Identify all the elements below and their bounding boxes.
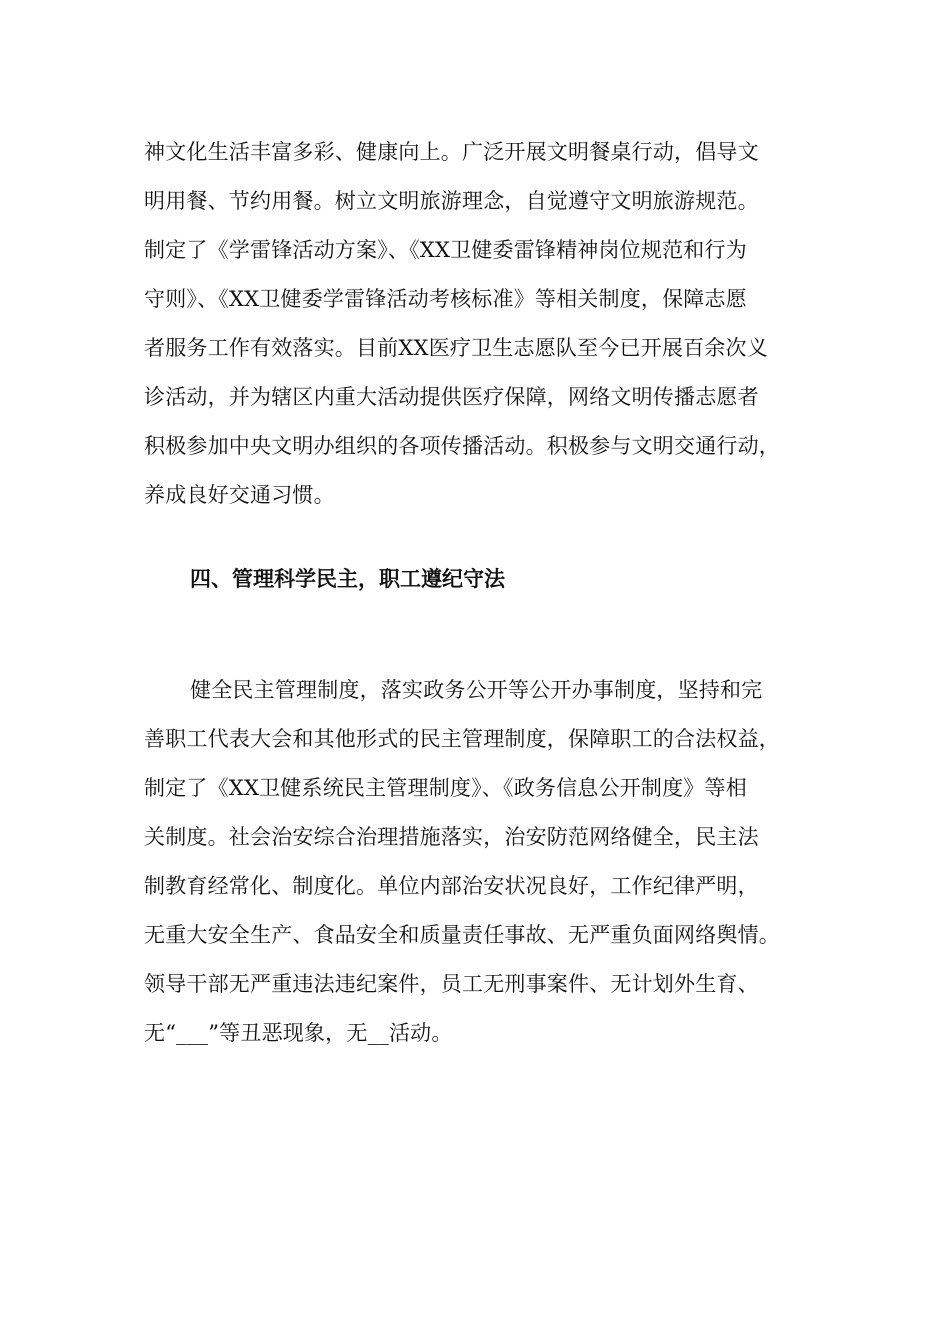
paragraph-line: 者服务工作有效落实。目前XX医疗卫生志愿队至今已开展百余次义 xyxy=(144,336,768,360)
paragraph-line: 制教育经常化、制度化。单位内部治安状况良好，工作纪律严明， xyxy=(144,874,759,898)
paragraph-line: 善职工代表大会和其他形式的民主管理制度，保障职工的合法权益， xyxy=(144,727,780,751)
paragraph-culture-volunteer xyxy=(144,128,834,520)
paragraph-line: 神文化生活丰富多彩、健康向上。广泛开展文明餐桌行动，倡导文 xyxy=(144,140,759,164)
section-heading: 四、管理科学民主，职工遵纪守法 xyxy=(190,566,505,591)
paragraph-line: 关制度。社会治安综合治理措施落实，治安防范网络健全，民主法 xyxy=(144,825,759,849)
paragraph-line: 制定了《学雷锋活动方案》、《XX卫健委雷锋精神岗位规范和行为 xyxy=(144,238,747,262)
paragraph-line: 守则》、《XX卫健委学雷锋活动考核标准》等相关制度，保障志愿 xyxy=(144,287,747,311)
paragraph-line: 诊活动，并为辖区内重大活动提供医疗保障，网络文明传播志愿者 xyxy=(144,385,759,409)
paragraph-line: 无重大安全生产、食品安全和质量责任事故、无严重负面网络舆情。 xyxy=(144,923,780,947)
paragraph-line: 养成良好交通习惯。 xyxy=(144,483,335,507)
paragraph-line: 积极参加中央文明办组织的各项传播活动。积极参与文明交通行动， xyxy=(144,434,780,458)
paragraph-line: 健全民主管理制度，落实政务公开等公开办事制度，坚持和完 xyxy=(190,678,763,702)
paragraph-democratic-management xyxy=(144,666,834,1058)
paragraph-line: 制定了《XX卫健系统民主管理制度》、《政务信息公开制度》等相 xyxy=(144,776,747,800)
paragraph-line: 无“___”等丑恶现象，无__活动。 xyxy=(144,1021,453,1045)
paragraph-line: 领导干部无严重违法违纪案件，员工无刑事案件、无计划外生育、 xyxy=(144,972,759,996)
paragraph-line: 明用餐、节约用餐。树立文明旅游理念，自觉遵守文明旅游规范。 xyxy=(144,189,759,213)
